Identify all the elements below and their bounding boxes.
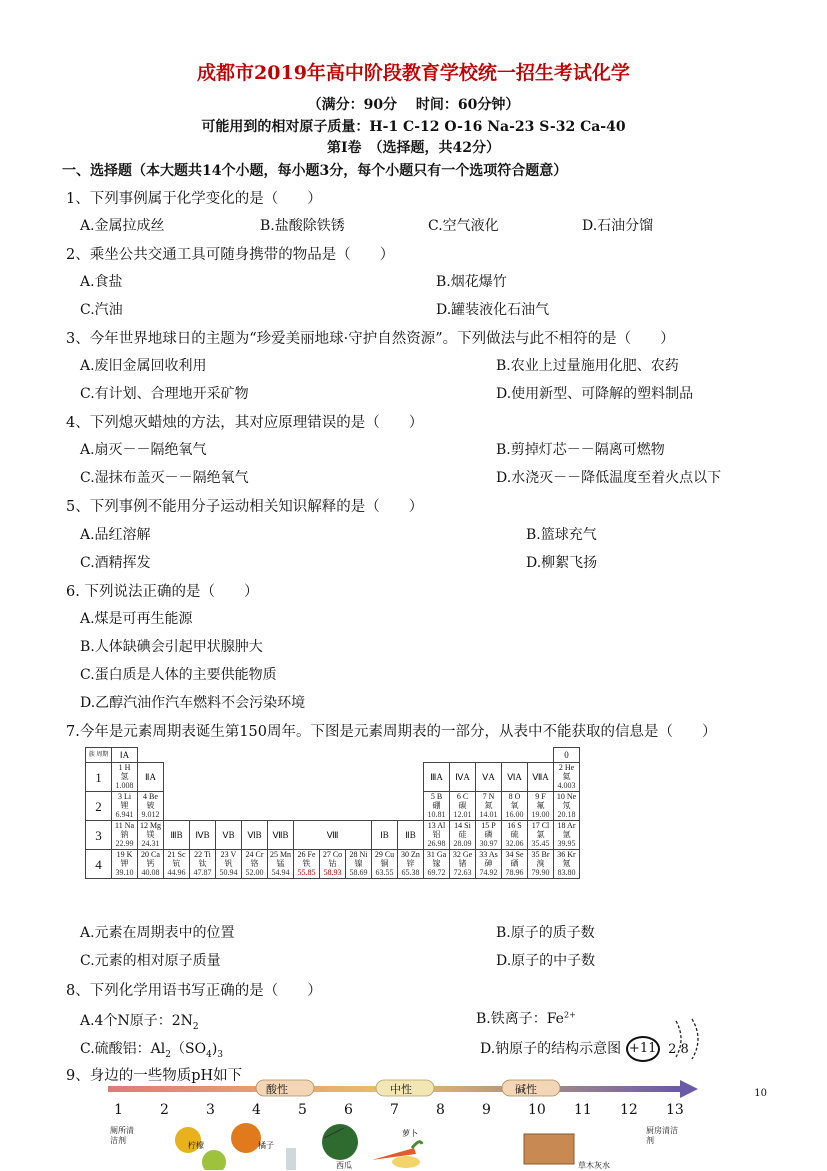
q1-option-d: D.石油分馏 [582, 218, 654, 234]
element-cell: 26 Fe 铁 55.85 [294, 850, 320, 879]
element-cell: 31 Ga 镓 69.72 [424, 850, 450, 879]
periodic-table [85, 747, 580, 879]
neutral-label: 中性 [390, 1083, 412, 1096]
ph-tick-label: 4 [252, 1102, 261, 1118]
period-number: 1 [86, 763, 112, 792]
q6-option-c: C.蛋白质是人体的主要供能物质 [80, 667, 277, 683]
q5-option-d: D.柳絮飞扬 [526, 555, 598, 571]
q7-option-d: D.原子的中子数 [496, 953, 596, 969]
ph-tick-label: 12 [620, 1102, 638, 1118]
element-cell: 18 Ar 氩 39.95 [554, 821, 580, 850]
question-4-stem: 4、下列熄灭蜡烛的方法，其对应原理错误的是（ ） [66, 415, 424, 431]
bottle-image [286, 1148, 296, 1170]
ph-scale-figure [108, 1078, 708, 1170]
question-3-stem: 3、今年世界地球日的主题为“珍爱美丽地球·守护自然资源”。下列做法与此不相符的是（ ） [66, 331, 675, 347]
ph-tick-label: 8 [436, 1102, 445, 1118]
basic-label: 碱性 [515, 1083, 537, 1096]
q2-option-c: C.汽油 [80, 302, 123, 318]
q1-option-b: B.盐酸除铁锈 [260, 218, 345, 234]
element-cell: 34 Se 硒 78.96 [502, 850, 528, 879]
q4-option-a: A.扇灭－－隔绝氧气 [80, 442, 207, 458]
question-5-stem: 5、下列事例不能用分子运动相关知识解释的是（ ） [66, 499, 424, 515]
element-cell: 11 Na 钠 22.99 [112, 821, 138, 850]
q1-option-a: A.金属拉成丝 [80, 218, 165, 234]
element-cell: 29 Cu 铜 63.55 [372, 850, 398, 879]
q8-option-d: D.钠原子的结构示意图 +11 2 8 [480, 1036, 689, 1062]
shell-arcs [668, 1017, 728, 1061]
q6-option-d: D.乙醇汽油作汽车燃料不会污染环境 [80, 695, 306, 711]
period-number: 3 [86, 821, 112, 850]
period-number: 4 [86, 850, 112, 879]
group-header: ⅤB [216, 821, 242, 850]
element-cell: 32 Ge 锗 72.63 [450, 850, 476, 879]
document-title: 成都市2019年高中阶段教育学校统一招生考试化学 [197, 62, 630, 84]
element-cell: 6 C 碳 12.01 [450, 792, 476, 821]
question-7-stem: 7.今年是元素周期表诞生第150周年。下图是元素周期表的一部分，从表中不能获取的信息是（ ） [66, 724, 717, 740]
question-1-stem: 1、下列事例属于化学变化的是（ ） [66, 191, 322, 207]
q4-option-c: C.湿抹布盖灭－－隔绝氧气 [80, 470, 249, 486]
q2-option-a: A.食盐 [80, 274, 123, 290]
element-cell: 3 Li 锂 6.941 [112, 792, 138, 821]
q4-option-d: D.水浇灭－－降低温度至着火点以下 [496, 470, 722, 486]
orange-label: 橘子 [258, 1141, 274, 1150]
question-6-stem: 6. 下列说法正确的是（ ） [66, 584, 259, 600]
group-header: ⅢB [164, 821, 190, 850]
element-cell: 17 Cl 氯 35.45 [528, 821, 554, 850]
group-header: ⅣB [190, 821, 216, 850]
volume-heading: 第Ⅰ卷 （选择题，共42分） [326, 140, 501, 156]
ph-tick-label: 11 [574, 1102, 592, 1118]
orange-image [231, 1123, 261, 1153]
element-cell: 4 Be 铍 9.012 [138, 792, 164, 821]
group-header: ⅦA [528, 763, 554, 792]
q2-option-b: B.烟花爆竹 [436, 274, 507, 290]
group-header: ⅡA [138, 763, 164, 792]
q5-option-b: B.篮球充气 [526, 527, 597, 543]
acidic-label: 酸性 [266, 1083, 288, 1096]
group-header: ⅢA [424, 763, 450, 792]
question-8-stem: 8、下列化学用语书写正确的是（ ） [66, 983, 322, 999]
q5-option-c: C.酒精挥发 [80, 555, 151, 571]
element-cell: 1 H 氢 1.008 [112, 763, 138, 792]
ph-tick-label: 13 [666, 1102, 684, 1118]
q3-option-a: A.废旧金属回收利用 [80, 358, 207, 374]
element-cell: 21 Sc 钪 44.96 [164, 850, 190, 879]
element-cell: 27 Co 钴 58.93 [320, 850, 346, 879]
ph-tick-label: 7 [390, 1102, 399, 1118]
q2-option-d: D.罐装液化石油气 [436, 302, 550, 318]
watermelon-label: 西瓜 [336, 1161, 352, 1170]
element-cell: 33 As 砷 74.92 [476, 850, 502, 879]
ph-tick-label: 2 [160, 1102, 169, 1118]
q4-option-b: B.剪掉灯芯－－隔离可燃物 [496, 442, 665, 458]
element-cell: 12 Mg 镁 24.31 [138, 821, 164, 850]
question-9-stem: 9、身边的一些物质pH如下 [66, 1068, 243, 1084]
electron-shells: 2 8 [668, 1042, 689, 1057]
group-header: ⅠA [112, 748, 138, 763]
q3-option-b: B.农业上过量施用化肥、农药 [496, 358, 679, 374]
ph-tick-label: 6 [344, 1102, 353, 1118]
ph-tick-label: 9 [482, 1102, 491, 1118]
group-header: ⅠB [372, 821, 398, 850]
page-number: 10 [754, 1088, 767, 1099]
question-2-stem: 2、乘坐公共交通工具可随身携带的物品是（ ） [66, 247, 395, 263]
element-cell: 25 Mn 锰 54.94 [268, 850, 294, 879]
ph-tick-label: 3 [206, 1102, 215, 1118]
apple-image [202, 1150, 226, 1170]
q3-option-d: D.使用新型、可降解的塑料制品 [496, 386, 694, 402]
exam-info: （满分：90分 时间：60分钟） [307, 97, 520, 113]
q7-option-c: C.元素的相对原子质量 [80, 953, 221, 969]
element-cell: 28 Ni 镍 58.69 [346, 850, 372, 879]
lemon-label: 柠檬 [188, 1141, 204, 1150]
ph-tick-label: 1 [114, 1102, 123, 1118]
q1-option-c: C.空气液化 [428, 218, 499, 234]
element-cell: 10 Ne 氖 20.18 [554, 792, 580, 821]
element-cell: 20 Ca 钙 40.08 [138, 850, 164, 879]
group-header: ⅦB [268, 821, 294, 850]
q8-option-a: A.4个N原子：$2N_2$ [80, 1013, 199, 1032]
toilet-cleaner-label: 厕所清洁剂 [110, 1126, 134, 1145]
group-header: ⅣA [450, 763, 476, 792]
element-cell: 5 B 硼 10.81 [424, 792, 450, 821]
table-corner: 族 周期 [86, 748, 112, 763]
q5-option-a: A.品红溶解 [80, 527, 151, 543]
element-cell: 19 K 钾 39.10 [112, 850, 138, 879]
group-header: 0 [554, 748, 580, 763]
group-header: ⅤA [476, 763, 502, 792]
element-cell: 23 V 钒 50.94 [216, 850, 242, 879]
element-cell: 2 He 氦 4.003 [554, 763, 580, 792]
period-number: 2 [86, 792, 112, 821]
group-header: Ⅷ [294, 821, 372, 850]
radish-illustration [364, 1118, 424, 1170]
element-cell: 14 Si 硅 28.09 [450, 821, 476, 850]
section-heading: 一、选择题（本大题共14个小题，每小题3分，每个小题只有一个选项符合题意） [62, 163, 568, 179]
group-header: ⅡB [398, 821, 424, 850]
element-cell: 22 Ti 钛 47.87 [190, 850, 216, 879]
radish-label: 萝卜 [402, 1129, 418, 1138]
element-cell: 24 Cr 铬 52.00 [242, 850, 268, 879]
element-cell: 35 Br 溴 79.90 [528, 850, 554, 879]
q3-option-c: C.有计划、合理地开采矿物 [80, 386, 249, 402]
watermelon-image [322, 1124, 358, 1160]
element-cell: 9 F 氟 19.00 [528, 792, 554, 821]
element-cell: 36 Kr 氪 83.80 [554, 850, 580, 879]
element-cell: 16 S 硫 32.06 [502, 821, 528, 850]
q7-option-b: B.原子的质子数 [496, 925, 595, 941]
plant-ash-label: 草木灰水 [578, 1161, 610, 1170]
ph-tick-label: 5 [298, 1102, 307, 1118]
soap-illustration [520, 1128, 580, 1168]
q8-option-b: B.铁离子：$Fe^{2+}$ [476, 1010, 576, 1027]
atomic-masses: 可能用到的相对原子质量：H-1 C-12 O-16 Na-23 S-32 Ca-40 [201, 119, 626, 135]
q6-option-a: A.煤是可再生能源 [80, 611, 193, 627]
q6-option-b: B.人体缺碘会引起甲状腺肿大 [80, 639, 263, 655]
ph-tick-label: 10 [528, 1102, 546, 1118]
group-header: ⅥB [242, 821, 268, 850]
element-cell: 30 Zn 锌 65.38 [398, 850, 424, 879]
kitchen-cleaner-label: 厨房清洁剂 [646, 1126, 678, 1145]
element-cell: 8 O 氧 16.00 [502, 792, 528, 821]
q7-option-a: A.元素在周期表中的位置 [80, 925, 235, 941]
group-header: ⅥA [502, 763, 528, 792]
element-cell: 7 N 氮 14.01 [476, 792, 502, 821]
q8-option-c: C.硫酸铝：$Al_2(SO_4)_3$ [80, 1041, 224, 1060]
element-cell: 15 P 磷 30.97 [476, 821, 502, 850]
element-cell: 13 Al 铝 26.98 [424, 821, 450, 850]
nucleus-diagram: +11 [626, 1036, 660, 1062]
